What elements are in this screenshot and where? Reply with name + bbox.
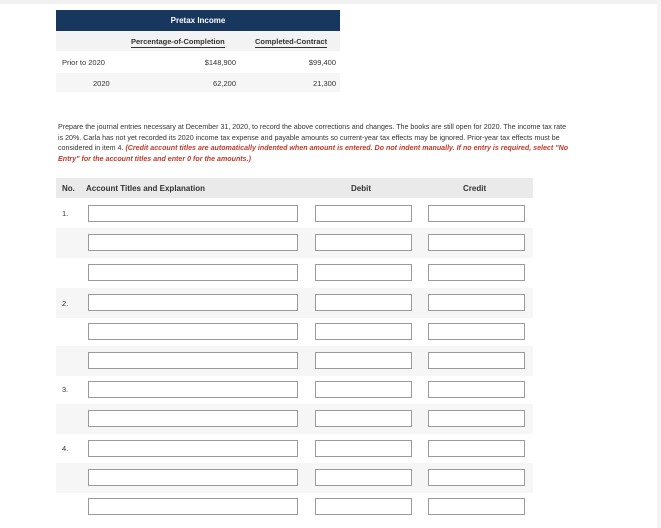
entry-number-4: 4. [62, 444, 69, 453]
credit-amount-input[interactable] [428, 234, 525, 251]
debit-amount-input[interactable] [315, 440, 412, 457]
account-title-input[interactable] [88, 410, 298, 427]
debit-amount-input[interactable] [315, 234, 412, 251]
column-header-completed-contract: Completed-Contract [255, 37, 328, 46]
account-title-input[interactable] [88, 234, 298, 251]
credit-amount-input[interactable] [428, 381, 525, 398]
cell-cc-prior: $99,400 [308, 58, 336, 67]
debit-amount-input[interactable] [315, 264, 412, 281]
instructions-text: Prepare the journal entries necessary at December 31, 2020, to record the above corrections and changes. The books are still open for 2020. The income tax rate is 20%. Carla has not yet recorded its 2020 income tax expense and payable amounts so current-year tax effects may be ignored. Prior-year tax effects must be considered in item 4. [58, 123, 567, 153]
row-label-2020: 2020 [93, 79, 110, 88]
credit-amount-input[interactable] [428, 323, 525, 340]
entry-number-2: 2. [62, 299, 69, 308]
account-title-input[interactable] [88, 323, 298, 340]
row-label-prior: Prior to 2020 [62, 58, 105, 67]
debit-amount-input[interactable] [315, 410, 412, 427]
credit-amount-input[interactable] [428, 264, 525, 281]
account-title-input[interactable] [88, 205, 298, 222]
header-credit: Credit [463, 184, 487, 193]
credit-amount-input[interactable] [428, 352, 525, 369]
cell-cc-2020: 21,300 [313, 79, 336, 88]
account-title-input[interactable] [88, 440, 298, 457]
debit-amount-input[interactable] [315, 323, 412, 340]
debit-amount-input[interactable] [315, 294, 412, 311]
instructions-note: (Credit account titles are automatically indented when amount is entered. Do not indent manually. If no entry is required, select "No Entry" for the account titles and enter 0 for the amounts.) [58, 144, 569, 163]
cell-poc-2020: 62,200 [213, 79, 236, 88]
credit-amount-input[interactable] [428, 205, 525, 222]
credit-amount-input[interactable] [428, 410, 525, 427]
account-title-input[interactable] [88, 381, 298, 398]
column-header-percentage-of-completion: Percentage-of-Completion [131, 37, 225, 46]
top-border [0, 0, 661, 4]
entry-number-3: 3. [62, 385, 69, 394]
account-title-input[interactable] [88, 469, 298, 486]
account-title-input[interactable] [88, 264, 298, 281]
right-scroll-edge [657, 0, 661, 528]
journal-table-header [56, 178, 533, 198]
credit-amount-input[interactable] [428, 294, 525, 311]
account-title-input[interactable] [88, 352, 298, 369]
header-debit: Debit [351, 184, 371, 193]
credit-amount-input[interactable] [428, 440, 525, 457]
cell-poc-prior: $148,900 [204, 58, 236, 67]
debit-amount-input[interactable] [315, 352, 412, 369]
debit-amount-input[interactable] [315, 381, 412, 398]
entry-number-1: 1. [62, 209, 69, 218]
credit-amount-input[interactable] [428, 469, 525, 486]
account-title-input[interactable] [88, 498, 298, 515]
instructions-paragraph [58, 122, 573, 164]
header-account-titles: Account Titles and Explanation [86, 184, 205, 193]
credit-amount-input[interactable] [428, 498, 525, 515]
income-table-title: Pretax Income [56, 10, 340, 31]
header-no: No. [62, 184, 75, 193]
debit-amount-input[interactable] [315, 498, 412, 515]
account-title-input[interactable] [88, 294, 298, 311]
debit-amount-input[interactable] [315, 469, 412, 486]
debit-amount-input[interactable] [315, 205, 412, 222]
